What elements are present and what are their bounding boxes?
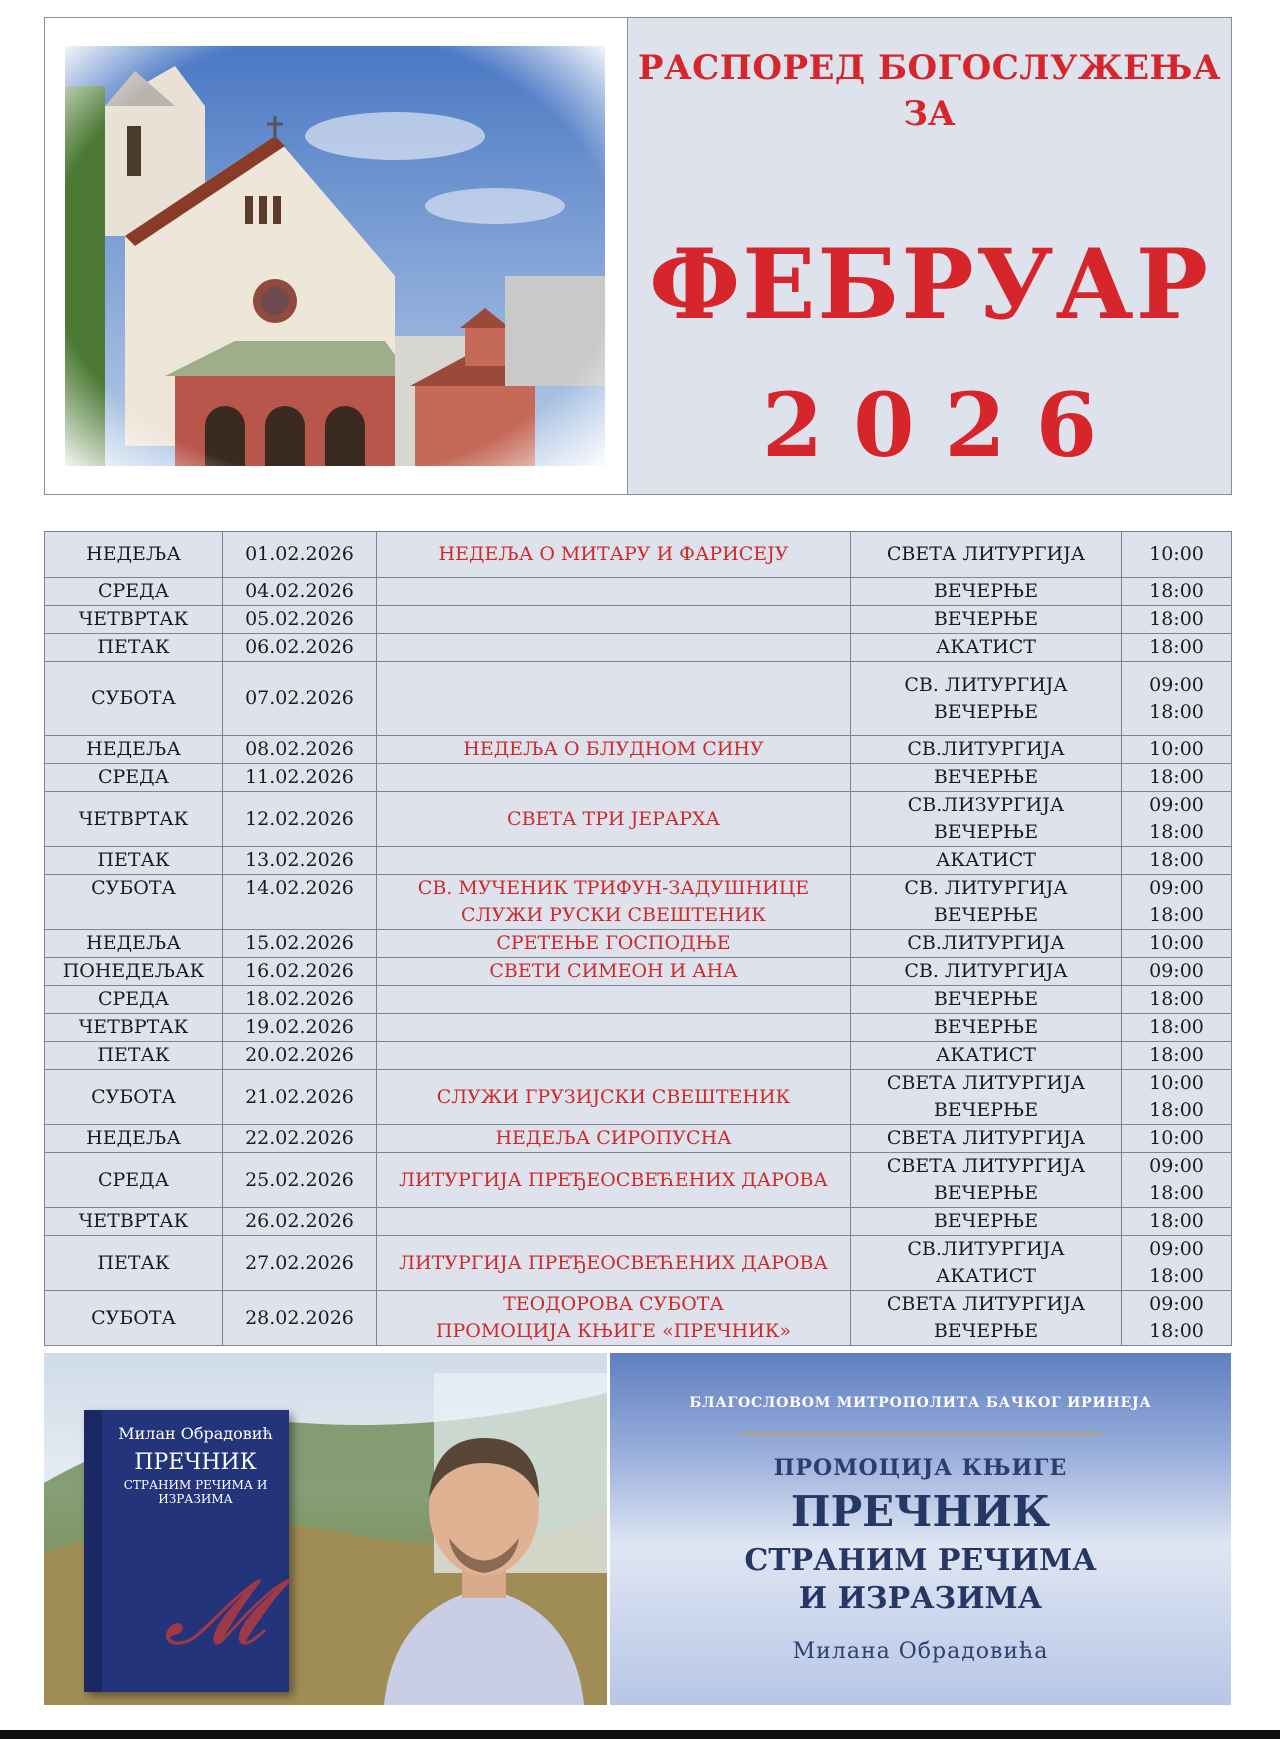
book-promo-banner — [44, 1353, 1231, 1705]
day-cell: СРЕДА — [45, 578, 223, 606]
date-cell: 16.02.2026 — [223, 958, 377, 986]
time-cell: 18:00 — [1122, 847, 1232, 875]
service-cell: СВЕТА ЛИТУРГИЈА ВЕЧЕРЊЕ — [851, 1291, 1122, 1346]
feast-cell — [377, 1042, 851, 1070]
feast-cell: НЕДЕЉА О МИТАРУ И ФАРИСЕЈУ — [377, 532, 851, 578]
promo-author: Милана Обрадовића — [792, 1639, 1049, 1664]
day-cell: СУБОТА — [45, 1070, 223, 1125]
service-cell: АКАТИСТ — [851, 634, 1122, 662]
schedule-row — [45, 1208, 1232, 1236]
date-cell: 11.02.2026 — [223, 764, 377, 792]
promo-text-panel — [610, 1353, 1231, 1705]
feast-cell — [377, 578, 851, 606]
title-cell — [628, 18, 1231, 494]
feast-cell — [377, 764, 851, 792]
day-cell: СРЕДА — [45, 764, 223, 792]
book-cover-title: ПРЕЧНИК — [134, 1450, 257, 1475]
author-portrait — [374, 1408, 594, 1705]
feast-cell: СРЕТЕЊЕ ГОСПОДЊЕ — [377, 930, 851, 958]
day-cell: НЕДЕЉА — [45, 1125, 223, 1153]
service-cell: ВЕЧЕРЊЕ — [851, 764, 1122, 792]
date-cell: 04.02.2026 — [223, 578, 377, 606]
service-cell: АКАТИСТ — [851, 847, 1122, 875]
service-cell: СВ. ЛИТУРГИЈА ВЕЧЕРЊЕ — [851, 875, 1122, 930]
time-cell: 09:00 18:00 — [1122, 1236, 1232, 1291]
day-cell: ПЕТАК — [45, 1236, 223, 1291]
feast-cell — [377, 1014, 851, 1042]
schedule-title: РАСПОРЕД БОГОСЛУЖЕЊА — [637, 48, 1222, 88]
service-cell: ВЕЧЕРЊЕ — [851, 1014, 1122, 1042]
time-cell: 10:00 — [1122, 532, 1232, 578]
day-cell: СУБОТА — [45, 875, 223, 930]
date-cell: 22.02.2026 — [223, 1125, 377, 1153]
feast-cell — [377, 1208, 851, 1236]
feast-cell: ТЕОДОРОВА СУБОТА ПРОМОЦИЈА КЊИГЕ «ПРЕЧНИК» — [377, 1291, 851, 1346]
day-cell: НЕДЕЉА — [45, 736, 223, 764]
date-cell: 20.02.2026 — [223, 1042, 377, 1070]
time-cell: 18:00 — [1122, 986, 1232, 1014]
feast-cell: НЕДЕЉА О БЛУДНОМ СИНУ — [377, 736, 851, 764]
feast-cell — [377, 606, 851, 634]
date-cell: 26.02.2026 — [223, 1208, 377, 1236]
service-cell: СВ.ЛИЗУРГИЈА ВЕЧЕРЊЕ — [851, 792, 1122, 847]
schedule-row — [45, 634, 1232, 662]
bottom-bar — [0, 1730, 1280, 1739]
schedule-row — [45, 930, 1232, 958]
time-cell: 10:00 18:00 — [1122, 1070, 1232, 1125]
time-cell: 10:00 — [1122, 1125, 1232, 1153]
time-cell: 09:00 18:00 — [1122, 792, 1232, 847]
time-cell: 10:00 — [1122, 930, 1232, 958]
service-cell: АКАТИСТ — [851, 1042, 1122, 1070]
date-cell: 14.02.2026 — [223, 875, 377, 930]
book-cover-subtitle: СТРАНИМ РЕЧИМА И ИЗРАЗИМА — [123, 1478, 268, 1506]
date-cell: 12.02.2026 — [223, 792, 377, 847]
time-cell: 18:00 — [1122, 764, 1232, 792]
day-cell: СРЕДА — [45, 986, 223, 1014]
service-cell: ВЕЧЕРЊЕ — [851, 1208, 1122, 1236]
schedule-row — [45, 1236, 1232, 1291]
header-section — [44, 17, 1232, 495]
day-cell: ЧЕТВРТАК — [45, 1014, 223, 1042]
church-photo — [65, 46, 605, 466]
date-cell: 07.02.2026 — [223, 662, 377, 736]
date-cell: 18.02.2026 — [223, 986, 377, 1014]
day-cell: СУБОТА — [45, 1291, 223, 1346]
schedule-row — [45, 1291, 1232, 1346]
day-cell: ПОНЕДЕЉАК — [45, 958, 223, 986]
blessing-text: БЛАГОСЛОВОМ МИТРОПОЛИТА БАЧКОГ ИРИНЕЈА — [689, 1395, 1152, 1411]
service-cell: ВЕЧЕРЊЕ — [851, 986, 1122, 1014]
feast-cell — [377, 986, 851, 1014]
schedule-row — [45, 578, 1232, 606]
service-cell: СВ.ЛИТУРГИЈА АКАТИСТ — [851, 1236, 1122, 1291]
date-cell: 08.02.2026 — [223, 736, 377, 764]
time-cell: 18:00 — [1122, 634, 1232, 662]
date-cell: 01.02.2026 — [223, 532, 377, 578]
time-cell: 09:00 18:00 — [1122, 1291, 1232, 1346]
time-cell: 18:00 — [1122, 1208, 1232, 1236]
feast-cell: ЛИТУРГИЈА ПРЕЂЕОСВЕЋЕНИХ ДАРОВА — [377, 1153, 851, 1208]
date-cell: 25.02.2026 — [223, 1153, 377, 1208]
day-cell: СРЕДА — [45, 1153, 223, 1208]
feast-cell: НЕДЕЉА СИРОПУСНА — [377, 1125, 851, 1153]
schedule-row — [45, 606, 1232, 634]
service-cell: СВ.ЛИТУРГИЈА — [851, 736, 1122, 764]
promo-heading: ПРОМОЦИЈА КЊИГЕ — [773, 1455, 1068, 1481]
service-cell: СВЕТА ЛИТУРГИЈА ВЕЧЕРЊЕ — [851, 1070, 1122, 1125]
day-cell: НЕДЕЉА — [45, 930, 223, 958]
time-cell: 09:00 — [1122, 958, 1232, 986]
feast-cell: СВЕТИ СИМЕОН И АНА — [377, 958, 851, 986]
date-cell: 15.02.2026 — [223, 930, 377, 958]
month-title: ФЕБРУАР — [649, 228, 1210, 341]
service-cell: СВЕТА ЛИТУРГИЈА — [851, 532, 1122, 578]
feast-cell: СВЕТА ТРИ ЈЕРАРХА — [377, 792, 851, 847]
feast-cell — [377, 847, 851, 875]
schedule-row — [45, 847, 1232, 875]
date-cell: 27.02.2026 — [223, 1236, 377, 1291]
time-cell: 18:00 — [1122, 1014, 1232, 1042]
service-cell: ВЕЧЕРЊЕ — [851, 578, 1122, 606]
service-cell: СВЕТА ЛИТУРГИЈА — [851, 1125, 1122, 1153]
service-cell: СВ. ЛИТУРГИЈА ВЕЧЕРЊЕ — [851, 662, 1122, 736]
feast-cell: ЛИТУРГИЈА ПРЕЂЕОСВЕЋЕНИХ ДАРОВА — [377, 1236, 851, 1291]
service-cell: СВ.ЛИТУРГИЈА — [851, 930, 1122, 958]
schedule-row — [45, 1070, 1232, 1125]
promo-photo — [44, 1353, 607, 1705]
time-cell: 09:00 18:00 — [1122, 662, 1232, 736]
book-cover-author: Милан Обрадовић — [118, 1424, 273, 1443]
time-cell: 09:00 18:00 — [1122, 1153, 1232, 1208]
schedule-row — [45, 662, 1232, 736]
time-cell: 18:00 — [1122, 578, 1232, 606]
schedule-row — [45, 736, 1232, 764]
schedule-row — [45, 532, 1232, 578]
day-cell: НЕДЕЉА — [45, 532, 223, 578]
church-photo-cell — [45, 18, 628, 494]
schedule-row — [45, 1014, 1232, 1042]
schedule-row — [45, 1153, 1232, 1208]
time-cell: 18:00 — [1122, 1042, 1232, 1070]
time-cell: 10:00 — [1122, 736, 1232, 764]
promo-subtitle-2: И ИЗРАЗИМА — [798, 1581, 1043, 1616]
schedule-row — [45, 1042, 1232, 1070]
schedule-row — [45, 958, 1232, 986]
day-cell: ПЕТАК — [45, 634, 223, 662]
service-cell: СВЕТА ЛИТУРГИЈА ВЕЧЕРЊЕ — [851, 1153, 1122, 1208]
day-cell: ЧЕТВРТАК — [45, 606, 223, 634]
day-cell: ЧЕТВРТАК — [45, 792, 223, 847]
service-cell: ВЕЧЕРЊЕ — [851, 606, 1122, 634]
schedule-title-for: ЗА — [903, 94, 956, 134]
schedule-row — [45, 875, 1232, 930]
year-title: 2026 — [762, 373, 1127, 477]
promo-book-title: ПРЕЧНИК — [790, 1487, 1051, 1536]
date-cell: 21.02.2026 — [223, 1070, 377, 1125]
schedule-row — [45, 1125, 1232, 1153]
feast-cell — [377, 634, 851, 662]
feast-cell — [377, 662, 851, 736]
time-cell: 18:00 — [1122, 606, 1232, 634]
date-cell: 05.02.2026 — [223, 606, 377, 634]
time-cell: 09:00 18:00 — [1122, 875, 1232, 930]
ornament-divider — [740, 1433, 1101, 1435]
service-cell: СВ. ЛИТУРГИЈА — [851, 958, 1122, 986]
schedule-row — [45, 764, 1232, 792]
promo-subtitle-1: СТРАНИМ РЕЧИМА — [744, 1543, 1097, 1578]
book-monogram-icon: 𝓜 — [164, 1560, 265, 1665]
date-cell: 19.02.2026 — [223, 1014, 377, 1042]
feast-cell: СВ. МУЧЕНИК ТРИФУН-ЗАДУШНИЦЕ СЛУЖИ РУСКИ СВЕШТЕНИК — [377, 875, 851, 930]
schedule-row — [45, 792, 1232, 847]
book-cover — [84, 1410, 289, 1692]
day-cell: ЧЕТВРТАК — [45, 1208, 223, 1236]
date-cell: 06.02.2026 — [223, 634, 377, 662]
schedule-row — [45, 986, 1232, 1014]
date-cell: 28.02.2026 — [223, 1291, 377, 1346]
day-cell: СУБОТА — [45, 662, 223, 736]
day-cell: ПЕТАК — [45, 1042, 223, 1070]
schedule-table — [44, 531, 1232, 1346]
feast-cell: СЛУЖИ ГРУЗИЈСКИ СВЕШТЕНИК — [377, 1070, 851, 1125]
date-cell: 13.02.2026 — [223, 847, 377, 875]
day-cell: ПЕТАК — [45, 847, 223, 875]
